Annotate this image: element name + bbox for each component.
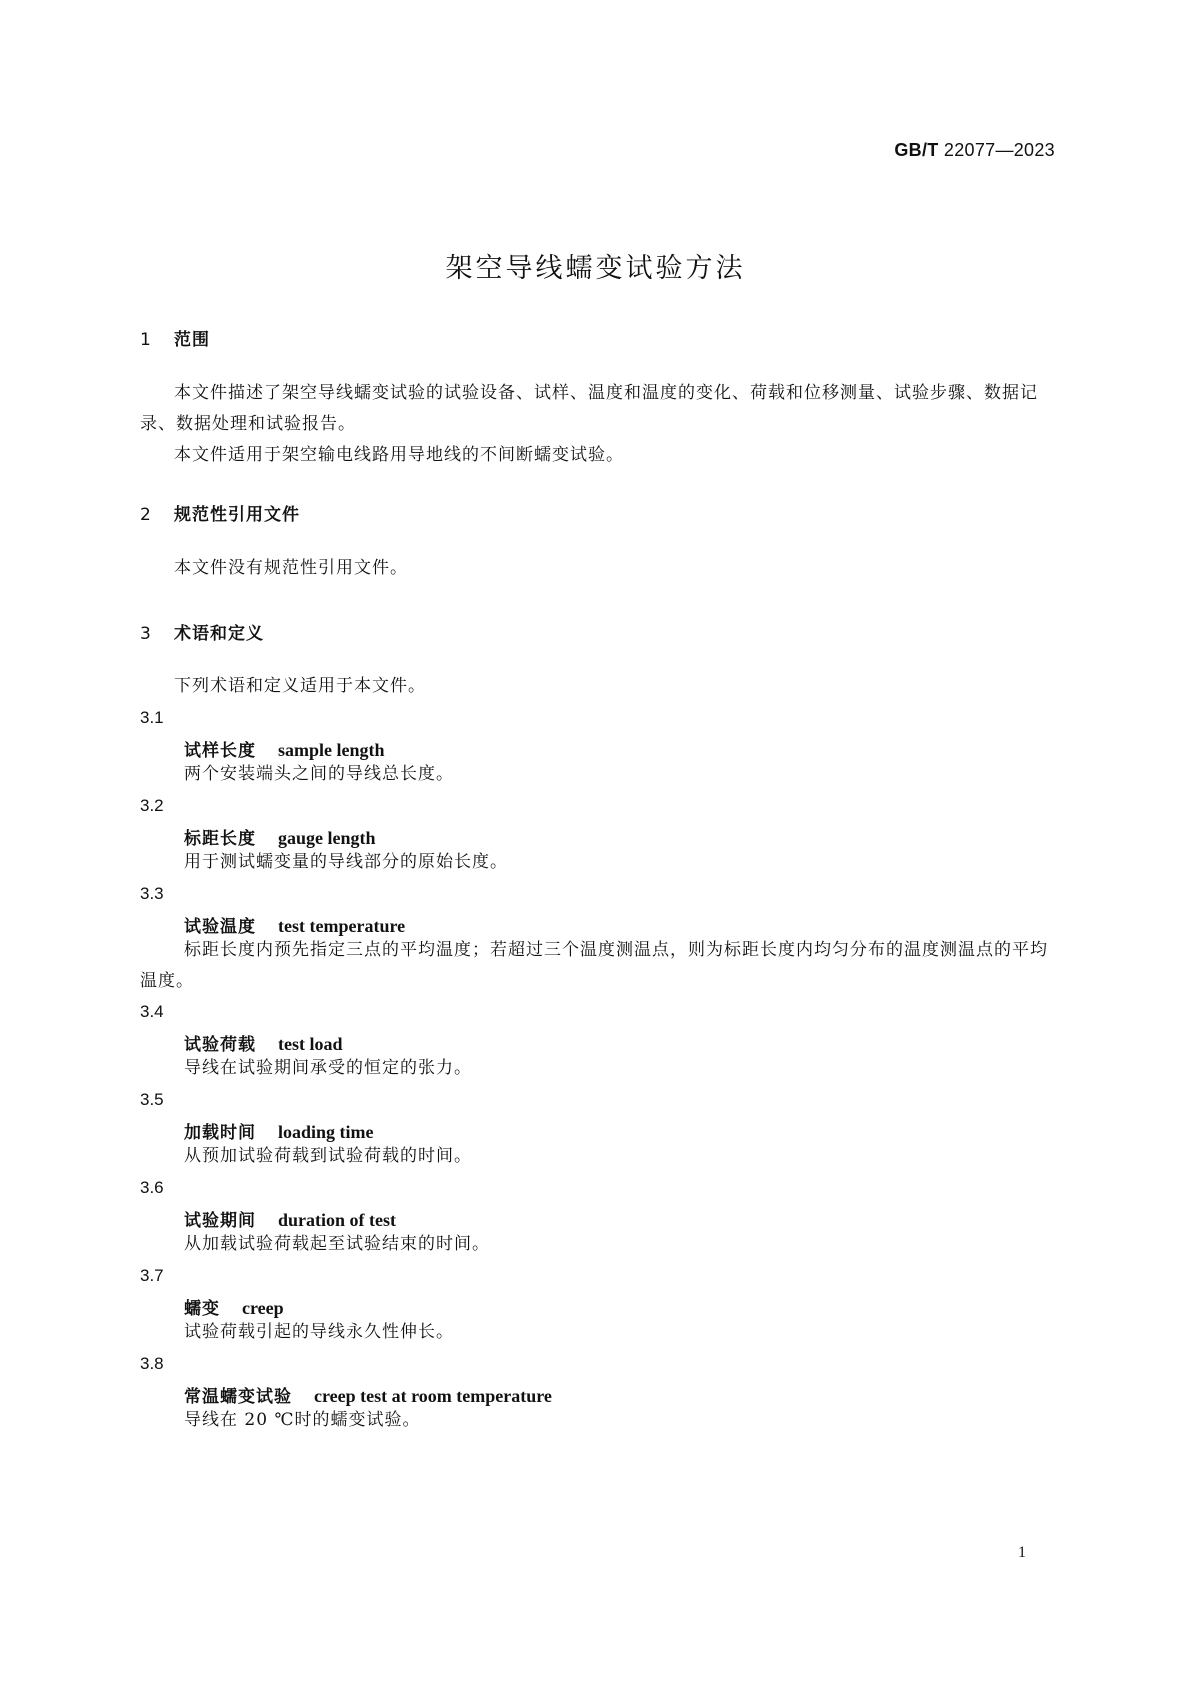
page-number: 1 — [1018, 1544, 1026, 1561]
section-title: 术语和定义 — [174, 624, 264, 644]
term-en: sample length — [278, 740, 385, 760]
term-number: 3.2 — [140, 796, 164, 815]
section-heading-terms — [140, 619, 264, 644]
standard-code-prefix: GB/T — [894, 140, 939, 160]
paragraph: 本文件描述了架空导线蠕变试验的试验设备、试样、温度和温度的变化、荷载和位移测量、试验步骤、数据记录、数据处理和试验报告。 — [140, 383, 1038, 434]
term-zh: 标距长度 — [184, 829, 256, 849]
standard-code — [894, 140, 1055, 161]
section-body-terms — [140, 671, 1053, 702]
term-en: gauge length — [278, 828, 376, 848]
term-en: test load — [278, 1034, 343, 1054]
term-definition: 试验荷载引起的导线永久性伸长。 — [184, 1322, 454, 1342]
term-en: test temperature — [278, 916, 406, 936]
section-title: 规范性引用文件 — [174, 505, 300, 525]
section-heading-scope — [140, 325, 210, 350]
term-definition: 从预加试验荷载到试验荷载的时间。 — [184, 1146, 472, 1166]
term-heading — [184, 736, 385, 761]
term-zh: 常温蠕变试验 — [184, 1387, 292, 1407]
term-number: 3.1 — [140, 708, 164, 727]
term-en: loading time — [278, 1122, 374, 1142]
paragraph: 本文件没有规范性引用文件。 — [174, 558, 408, 578]
term-zh: 加载时间 — [184, 1123, 256, 1143]
paragraph: 本文件适用于架空输电线路用导地线的不间断蠕变试验。 — [174, 445, 624, 465]
term-heading — [184, 1030, 343, 1055]
section-title: 范围 — [174, 330, 210, 350]
term-zh: 试验期间 — [184, 1211, 256, 1231]
term-number: 3.4 — [140, 1002, 164, 1021]
document-title: 架空导线蠕变试验方法 — [445, 253, 746, 284]
term-heading — [184, 824, 376, 849]
section-number: 1 — [140, 330, 152, 350]
term-definition: 从加载试验荷载起至试验结束的时间。 — [184, 1234, 490, 1254]
section-body-scope — [140, 378, 1053, 471]
term-zh: 试样长度 — [184, 741, 256, 761]
section-body-normative-references — [140, 553, 1053, 584]
term-heading — [184, 1294, 284, 1319]
term-zh: 试验荷载 — [184, 1035, 256, 1055]
term-heading — [184, 912, 405, 937]
term-en: duration of test — [278, 1210, 396, 1230]
term-heading — [184, 1118, 374, 1143]
term-zh: 蠕变 — [184, 1299, 220, 1319]
term-definition: 标距长度内预先指定三点的平均温度；若超过三个温度测温点，则为标距长度内均匀分布的温度测温点的平均温度。 — [140, 940, 1048, 991]
term-definition: 导线在试验期间承受的恒定的张力。 — [184, 1058, 472, 1078]
term-definition: 导线在 20 ℃时的蠕变试验。 — [184, 1410, 421, 1430]
section-number: 2 — [140, 505, 152, 525]
section-heading-normative-references — [140, 500, 300, 525]
term-definition: 两个安装端头之间的导线总长度。 — [184, 764, 454, 784]
term-heading — [184, 1206, 396, 1231]
term-number: 3.7 — [140, 1266, 164, 1285]
section-number: 3 — [140, 624, 152, 644]
standard-code-number: 22077—2023 — [943, 140, 1055, 160]
term-zh: 试验温度 — [184, 917, 256, 937]
term-number: 3.6 — [140, 1178, 164, 1197]
term-en: creep — [242, 1298, 284, 1318]
term-number: 3.5 — [140, 1090, 164, 1109]
term-number: 3.8 — [140, 1354, 164, 1373]
term-heading — [184, 1382, 552, 1407]
paragraph: 下列术语和定义适用于本文件。 — [174, 676, 426, 696]
term-en: creep test at room temperature — [314, 1386, 552, 1406]
term-definition: 用于测试蠕变量的导线部分的原始长度。 — [184, 852, 508, 872]
term-number: 3.3 — [140, 884, 164, 903]
